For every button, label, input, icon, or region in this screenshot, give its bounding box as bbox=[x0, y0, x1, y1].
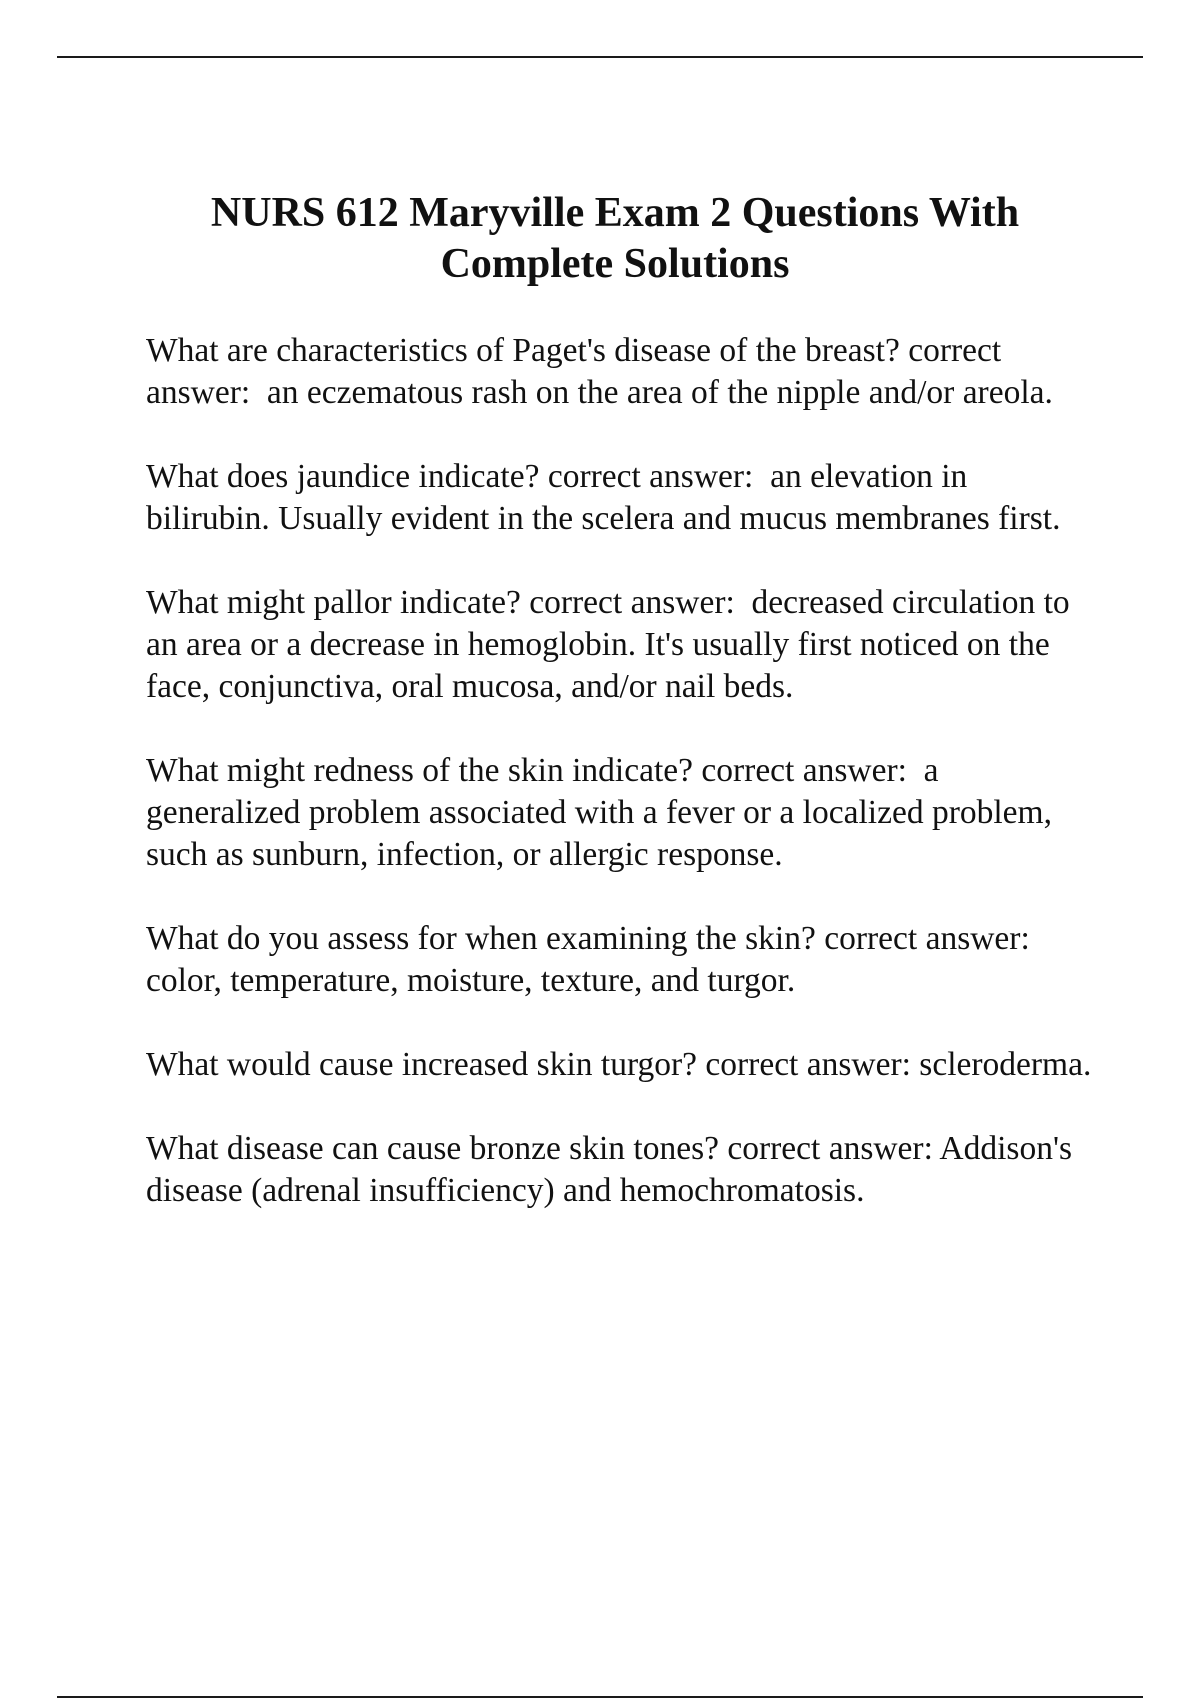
qa-entry-2: What does jaundice indicate? correct answer: an elevation in bilirubin. Usually evident in the scelera and mucus membranes first. bbox=[146, 458, 1061, 537]
qa-entry-3: What might pallor indicate? correct answer: decreased circulation to an area or a decrease in hemoglobin. It's usually first noticed on the face, conjunctiva, oral mucosa, and/or nail beds. bbox=[146, 584, 1078, 705]
qa-entry-7: What disease can cause bronze skin tones? correct answer: Addison's disease (adrenal insufficiency) and hemochromatosis. bbox=[146, 1130, 1081, 1209]
qa-entry-5: What do you assess for when examining the skin? correct answer: color, temperature, moisture, texture, and turgor. bbox=[146, 920, 1047, 999]
qa-entry-6: What would cause increased skin turgor? correct answer: scleroderma. bbox=[146, 1046, 1092, 1083]
qa-entry-4: What might redness of the skin indicate? correct answer: a generalized problem associated with a fever or a localized problem, such as sunburn, infection, or allergic response. bbox=[146, 752, 1061, 873]
qa-entry-1: What are characteristics of Paget's disease of the breast? correct answer: an eczematous rash on the area of the nipple and/or areola. bbox=[146, 332, 1053, 411]
document-title bbox=[130, 188, 1100, 290]
title-line-1: NURS 612 Maryville Exam 2 Questions With bbox=[210, 190, 1020, 236]
qa-list bbox=[146, 330, 1096, 1254]
footer-rule bbox=[57, 1696, 1143, 1698]
header-rule bbox=[57, 56, 1143, 58]
title-line-2: Complete Solutions bbox=[440, 241, 790, 287]
